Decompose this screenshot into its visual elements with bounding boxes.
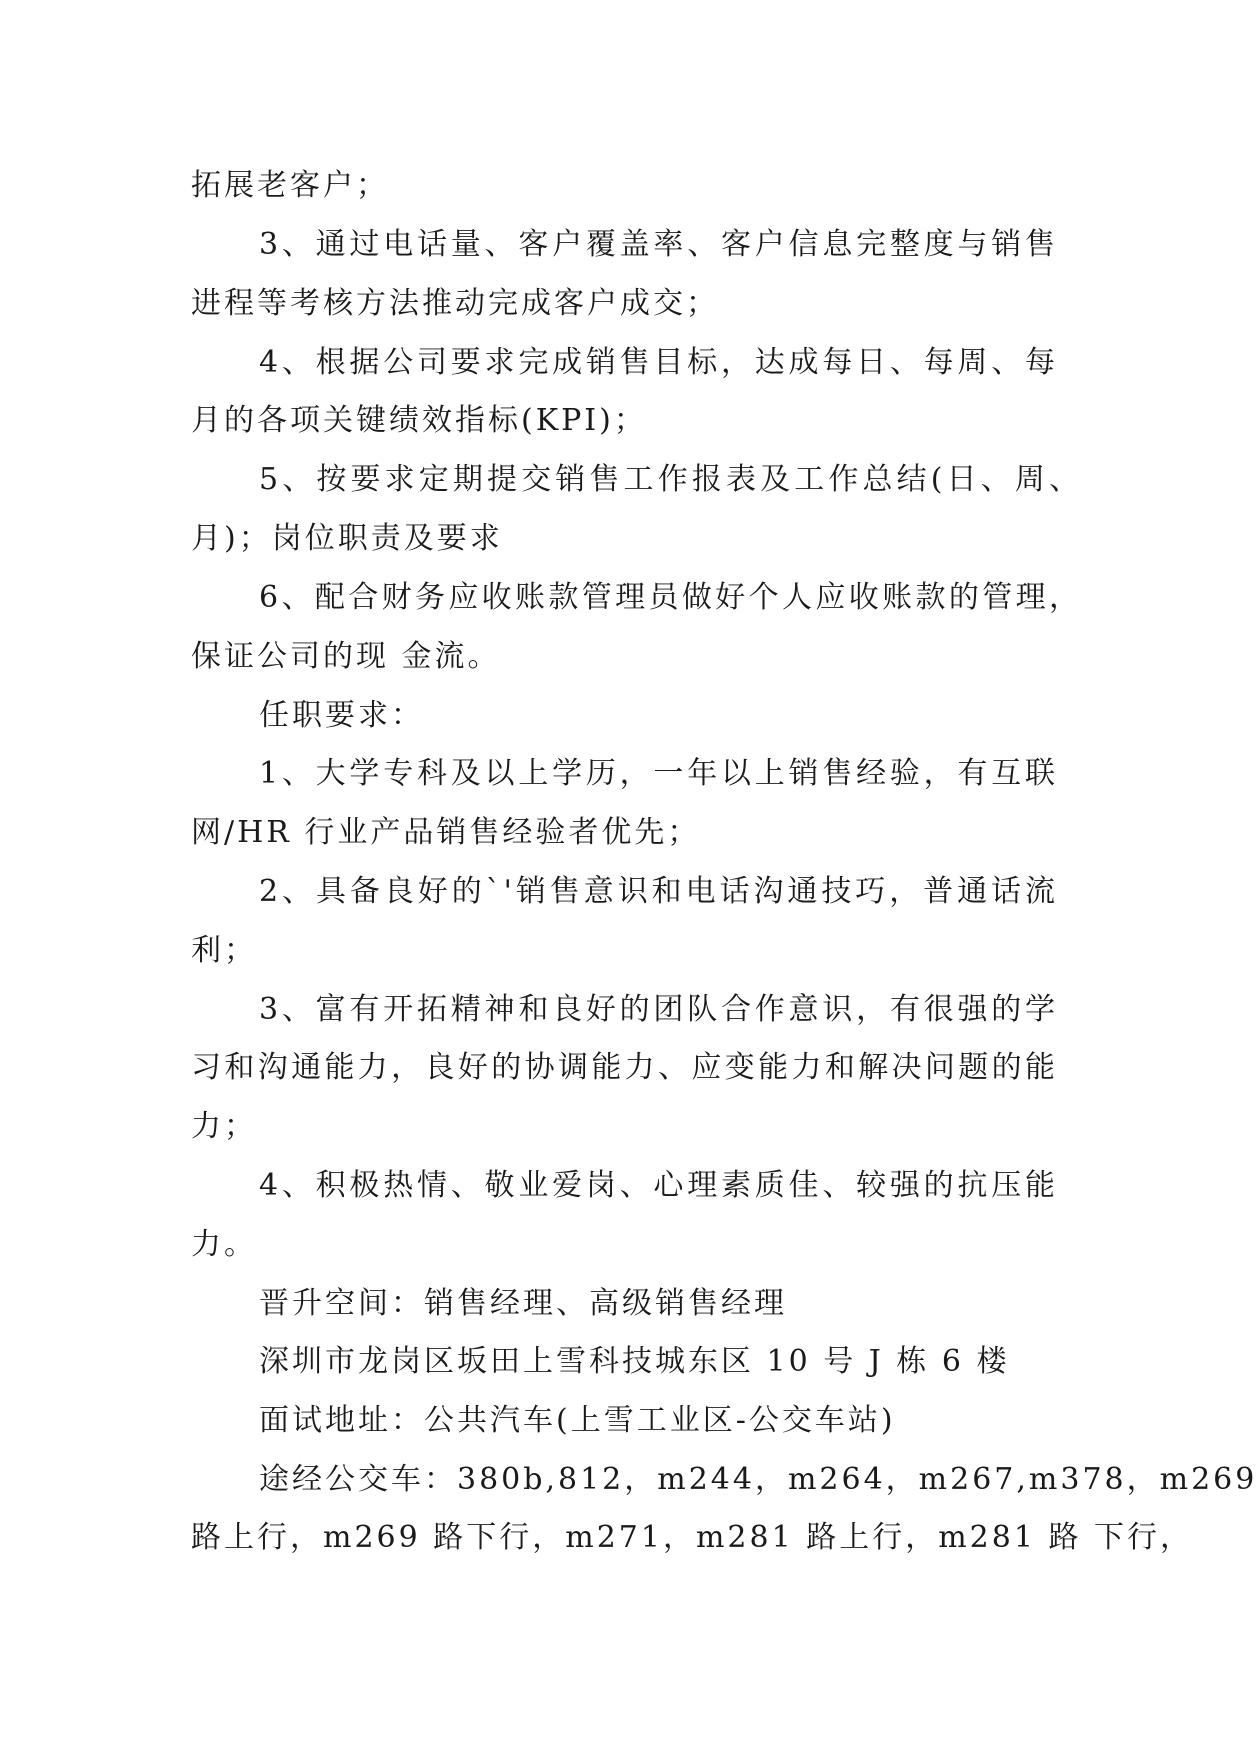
text-line: 4、根据公司要求完成销售目标，达成每日、每周、每 xyxy=(259,345,1058,380)
text-line: 力； xyxy=(191,1109,257,1144)
text-line: 保证公司的现 金流。 xyxy=(191,639,501,674)
text-line: 3、富有开拓精神和良好的团队合作意识，有很强的学 xyxy=(259,992,1058,1027)
text-line: 晋升空间：销售经理、高级销售经理 xyxy=(259,1286,787,1321)
text-line: 网/HR 行业产品销售经验者优先； xyxy=(191,815,701,850)
text-line: 进程等考核方法推动完成客户成交； xyxy=(191,286,719,321)
text-line: 5、按要求定期提交销售工作报表及工作总结(日、周、 xyxy=(259,462,1082,497)
text-line: 2、具备良好的`'销售意识和电话沟通技巧，普通话流 xyxy=(259,874,1058,909)
text-line: 月)；岗位职责及要求 xyxy=(191,521,503,556)
text-line: 1、大学专科及以上学历，一年以上销售经验，有互联 xyxy=(259,756,1058,791)
text-line: 4、积极热情、敬业爱岗、心理素质佳、较强的抗压能 xyxy=(259,1168,1058,1203)
text-line: 路上行，m269 路下行，m271，m281 路上行，m281 路 下行， xyxy=(191,1520,1193,1555)
text-line: 途经公交车：380b,812，m244，m264，m267,m378，m269 xyxy=(259,1462,1257,1497)
text-line: 6、配合财务应收账款管理员做好个人应收账款的管理， xyxy=(259,580,1082,615)
text-line: 面试地址：公共汽车(上雪工业区-公交车站) xyxy=(259,1403,896,1438)
text-line: 习和沟通能力，良好的协调能力、应变能力和解决问题的能 xyxy=(191,1050,1058,1085)
address-line: 深圳市龙岗区坂田上雪科技城东区 10 号 J 栋 6 楼 xyxy=(259,1344,1010,1379)
text-line: 月的各项关键绩效指标(KPI)； xyxy=(191,403,647,438)
text-line: 力。 xyxy=(191,1227,257,1262)
text-line: 利； xyxy=(191,933,257,968)
text-line: 拓展老客户； xyxy=(191,168,389,203)
section-heading: 任职要求： xyxy=(259,698,424,733)
text-line: 3、通过电话量、客户覆盖率、客户信息完整度与销售 xyxy=(259,227,1058,262)
